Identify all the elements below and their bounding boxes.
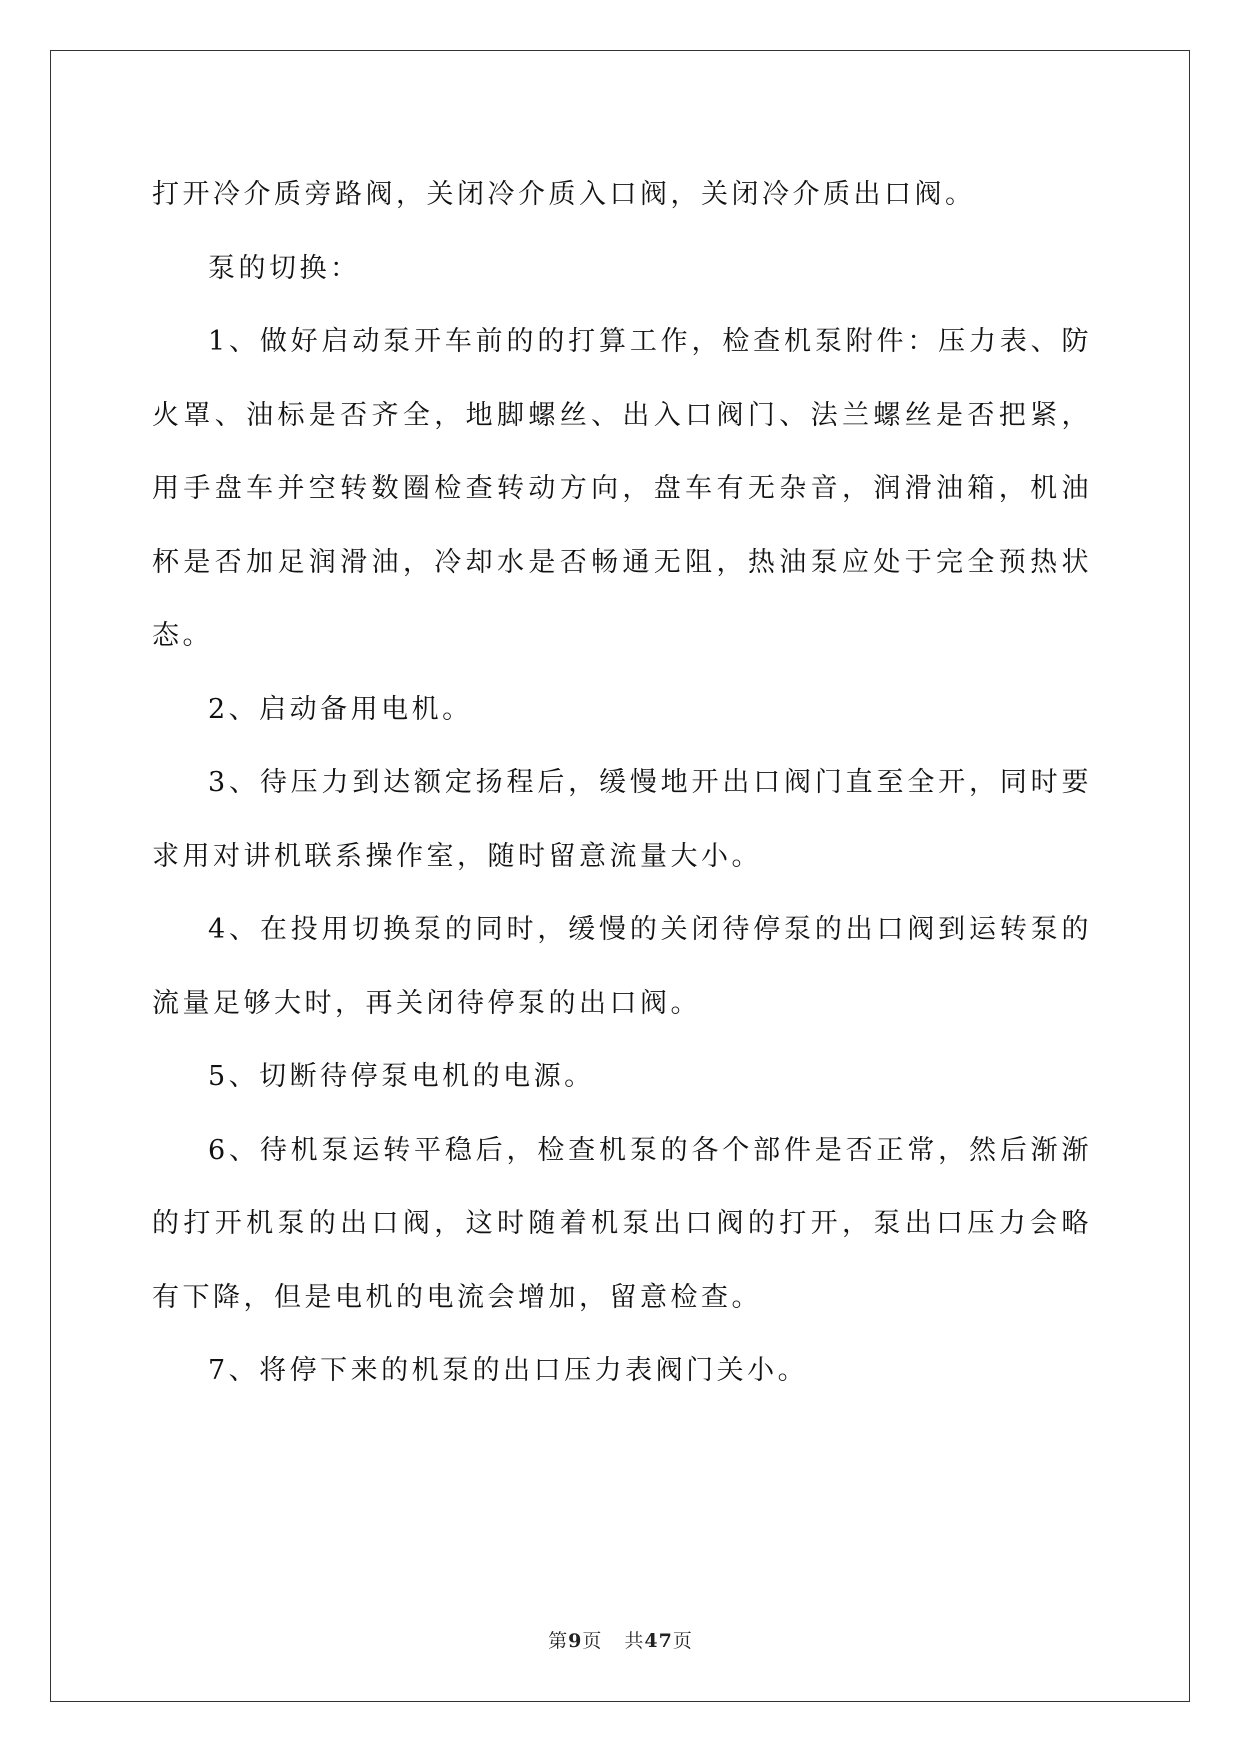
- total-pages: 47: [644, 1630, 673, 1652]
- step-4-paragraph: 4、在投用切换泵的同时，缓慢的关闭待停泵的出口阀到运转泵的流量足够大时，再关闭待停泵的出口阀。: [152, 914, 1092, 1019]
- total-suffix: 页: [672, 1630, 693, 1652]
- step-5-paragraph: 5、切断待停泵电机的电源。: [208, 1061, 595, 1092]
- step-2-paragraph: 2、启动备用电机。: [208, 693, 473, 725]
- page-footer: [0, 1626, 1241, 1653]
- document-body: [152, 158, 1092, 1408]
- page-suffix: 页: [582, 1630, 603, 1652]
- step-1-paragraph: 1、做好启动泵开车前的的打算工作，检查机泵附件：压力表、防火罩、油标是否齐全，地脚螺丝、出入口阀门、法兰螺丝是否把紧，用手盘车并空转数圈检查转动方向，盘车有无杂音，润滑油箱，机油杯是否加足润滑油，冷却水是否畅通无阻，热油泵应处于完全预热状态。: [152, 326, 1092, 651]
- step-3-paragraph: 3、待压力到达额定扬程后，缓慢地开出口阀门直至全开，同时要求用对讲机联系操作室，随时留意流量大小。: [152, 767, 1092, 872]
- page-number: 9: [568, 1630, 583, 1652]
- total-prefix: 共: [624, 1630, 645, 1652]
- section-heading-pump-switch: 泵的切换：: [208, 252, 361, 284]
- page-prefix: 第: [548, 1630, 569, 1652]
- step-7-paragraph: 7、将停下来的机泵的出口压力表阀门关小。: [208, 1355, 809, 1386]
- paragraph-cold-medium-valves: 打开冷介质旁路阀，关闭冷介质入口阀，关闭冷介质出口阀。: [152, 179, 976, 210]
- step-6-paragraph: 6、待机泵运转平稳后，检查机泵的各个部件是否正常，然后渐渐的打开机泵的出口阀，这时随着机泵出口阀的打开，泵出口压力会略有下降，但是电机的电流会增加，留意检查。: [152, 1134, 1092, 1313]
